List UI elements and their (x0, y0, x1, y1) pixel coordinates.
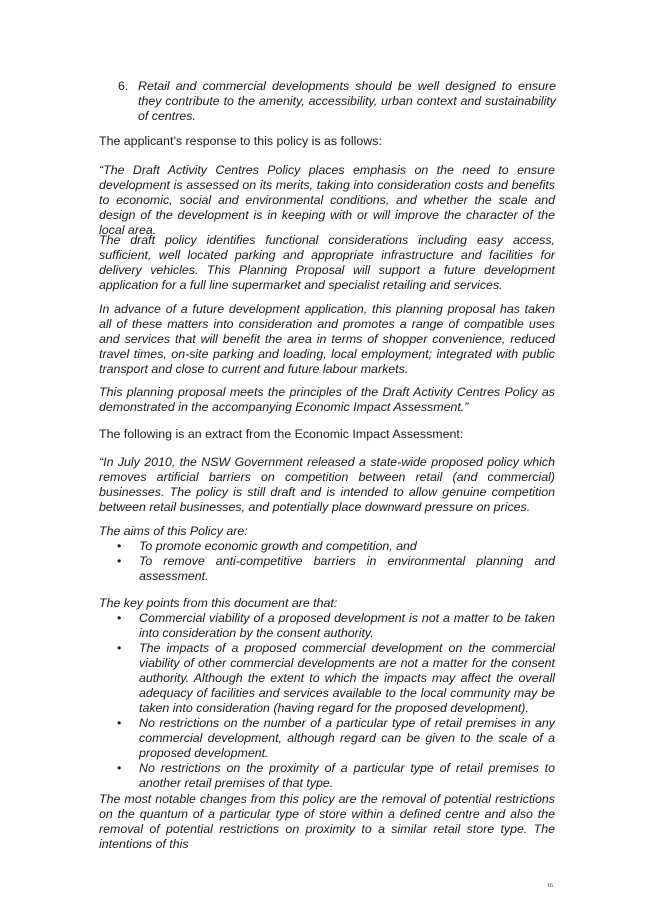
applicant-intro-paragraph: The applicant’s response to this policy is as follows: (99, 134, 382, 148)
list-number: 6. (118, 79, 129, 93)
key-points-list-item: • No restrictions on the proximity of a particular type of retail premises to another retail premises of that type. (117, 761, 555, 790)
bullet-icon: • (117, 539, 122, 553)
quote1-paragraph-2: The draft policy identifies functional considerations including easy access, sufficient, well located parking and appropriate infrastructure and facilities for delivery vehicles. This Planning Proposal will support a future development application for a full line supermarket and specialist retailing and services. (99, 233, 555, 292)
key-points-heading: The key points from this document are that: (99, 596, 338, 610)
quote1-paragraph-3: In advance of a future development application, this planning proposal has taken all of these matters into consideration and promotes a range of compatible uses and services that will benefit the area in terms of shopper convenience, reduced travel times, on-site parking and loading, local employment; integrated with public transport and close to current and future labour markets. (99, 302, 555, 376)
quote1-paragraph-1: “The Draft Activity Centres Policy places emphasis on the need to ensure development is assessed on its merits, taking into consideration costs and benefits to economic, social and environmental conditions, and whether the scale and design of the development is in keeping with or will improve the character of the local area. (99, 163, 555, 237)
key-points-list-item: • Commercial viability of a proposed development is not a matter to be taken into consideration by the consent authority. (117, 611, 555, 640)
bullet-icon: • (117, 761, 122, 775)
quote2-paragraph-1: “In July 2010, the NSW Government released a state-wide proposed policy which removes artificial barriers on competition between retail (and commercial) businesses. The policy is still draft and is intended to allow genuine competition between retail businesses, and potentially place downward pressure on prices. (99, 455, 555, 514)
aims-list (99, 539, 555, 584)
bullet-icon: • (117, 641, 122, 655)
aims-list-item: • To promote economic growth and competition, and (117, 539, 417, 553)
quote1-paragraph-4: This planning proposal meets the principles of the Draft Activity Centres Policy as demonstrated in the accompanying Economic Impact Assessment.” (99, 385, 555, 414)
key-points-list (99, 611, 555, 791)
aims-heading: The aims of this Policy are: (99, 524, 248, 538)
numbered-list-item (118, 79, 556, 124)
key-points-list-item: • No restrictions on the number of a particular type of retail premises in any commercial development, although regard can be given to the scale of a proposed development. (117, 716, 555, 760)
list-item-text: Retail and commercial developments should be well designed to ensure they contribute to the amenity, accessibility, urban context and sustainability of centres. (138, 79, 556, 123)
bullet-icon: • (117, 554, 122, 568)
closing-paragraph: The most notable changes from this policy are the removal of potential restrictions on the quantum of a particular type of store within a defined centre and also the removal of potential restrictions on proximity to a similar retail store type. The intentions of this (99, 792, 555, 851)
aims-list-item: • To remove anti-competitive barriers in environmental planning and assessment. (117, 554, 555, 583)
page-number: 16 (547, 883, 553, 889)
bullet-icon: • (117, 611, 122, 625)
key-points-list-item: • The impacts of a proposed commercial development on the commercial viability of other commercial developments are not a matter for the consent authority. Although the extent to which the impacts may affect the overall adequacy of facilities and services available to the local community may be taken into consideration (having regard for the proposed development). (117, 641, 555, 715)
bullet-icon: • (117, 716, 122, 730)
extract-intro-paragraph: The following is an extract from the Economic Impact Assessment: (99, 427, 464, 441)
